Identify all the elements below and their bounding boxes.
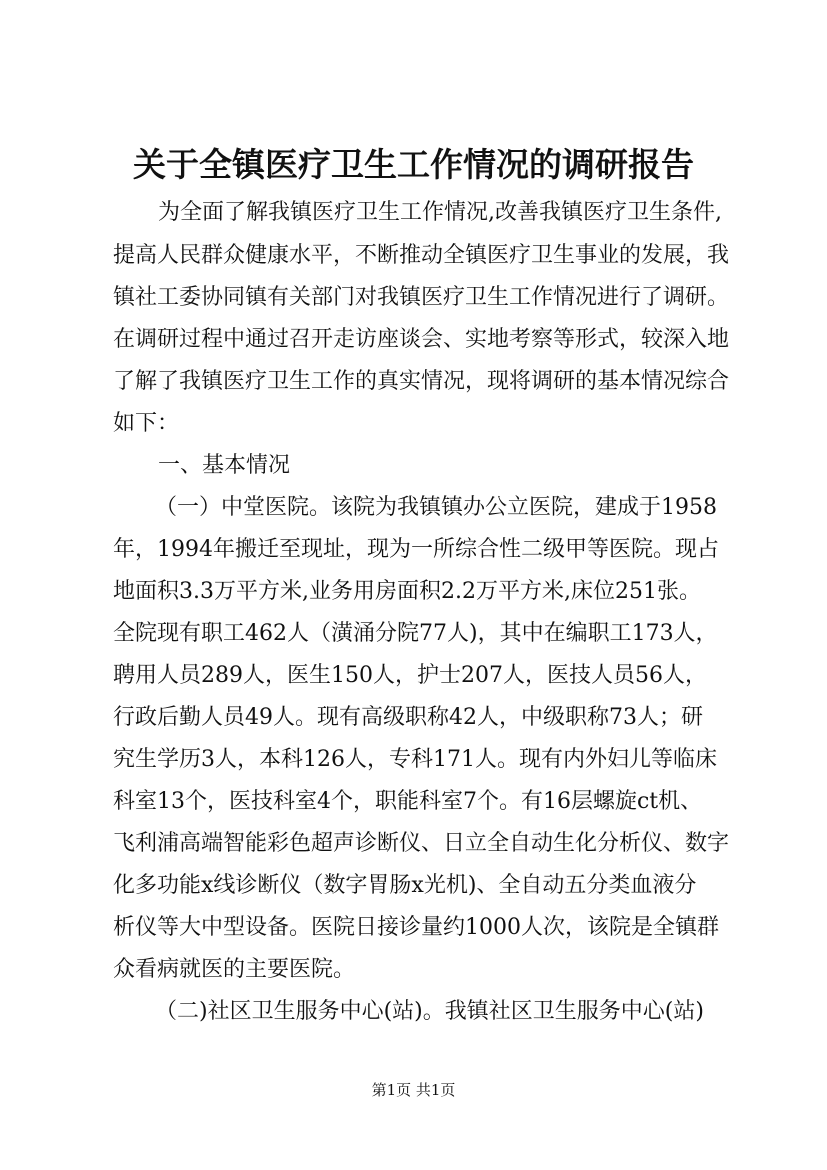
body-line-3: 镇社工委协同镇有关部门对我镇医疗卫生工作情况进行了调研。 <box>113 285 730 310</box>
document-title: 关于全镇医疗卫生工作情况的调研报告 <box>133 145 694 184</box>
body-line-19: 众看病就医的主要医院。 <box>113 957 356 982</box>
body-line-12: 聘用人员289人，医生150人，护士207人，医技人员56人， <box>113 663 707 688</box>
body-line-1: 为全面了解我镇医疗卫生工作情况,改善我镇医疗卫生条件, <box>158 200 722 225</box>
body-line-15: 科室13个，医技科室4个，职能科室7个。有16层螺旋ct机、 <box>113 789 703 814</box>
body-line-20: （二)社区卫生服务中心(站)。我镇社区卫生服务中心(站) <box>155 999 704 1024</box>
body-line-2: 提高人民群众健康水平，不断推动全镇医疗卫生事业的发展，我 <box>113 243 730 268</box>
body-line-6: 如下： <box>113 411 180 436</box>
body-line-13: 行政后勤人员49人。现有高级职称42人，中级职称73人；研 <box>113 705 703 730</box>
body-line-9: 年，1994年搬迁至现址，现为一所综合性二级甲等医院。现占 <box>113 537 719 562</box>
body-line-10: 地面积3.3万平方米,业务用房面积2.2万平方米,床位251张。 <box>113 579 701 604</box>
body-line-5: 了解了我镇医疗卫生工作的真实情况，现将调研的基本情况综合 <box>113 369 730 394</box>
body-line-4: 在调研过程中通过召开走访座谈会、实地考察等形式，较深入地 <box>113 327 730 352</box>
body-line-8: （一）中堂医院。该院为我镇镇办公立医院，建成于1958 <box>155 495 717 520</box>
body-line-17: 化多功能x线诊断仪（数字胃肠x光机)、全自动五分类血液分 <box>113 873 697 898</box>
body-line-18: 析仪等大中型设备。医院日接诊量约1000人次，该院是全镇群 <box>113 915 719 940</box>
section-heading: 一、基本情况 <box>158 453 291 478</box>
page-footer: 第1页 共1页 <box>371 1081 456 1099</box>
body-line-11: 全院现有职工462人（潢涌分院77人)，其中在编职工173人， <box>113 621 718 646</box>
body-line-14: 究生学历3人，本科126人，专科171人。现有内外妇儿等临床 <box>113 747 717 772</box>
body-line-16: 飞利浦高端智能彩色超声诊断仪、日立全自动生化分析仪、数字 <box>113 831 730 856</box>
